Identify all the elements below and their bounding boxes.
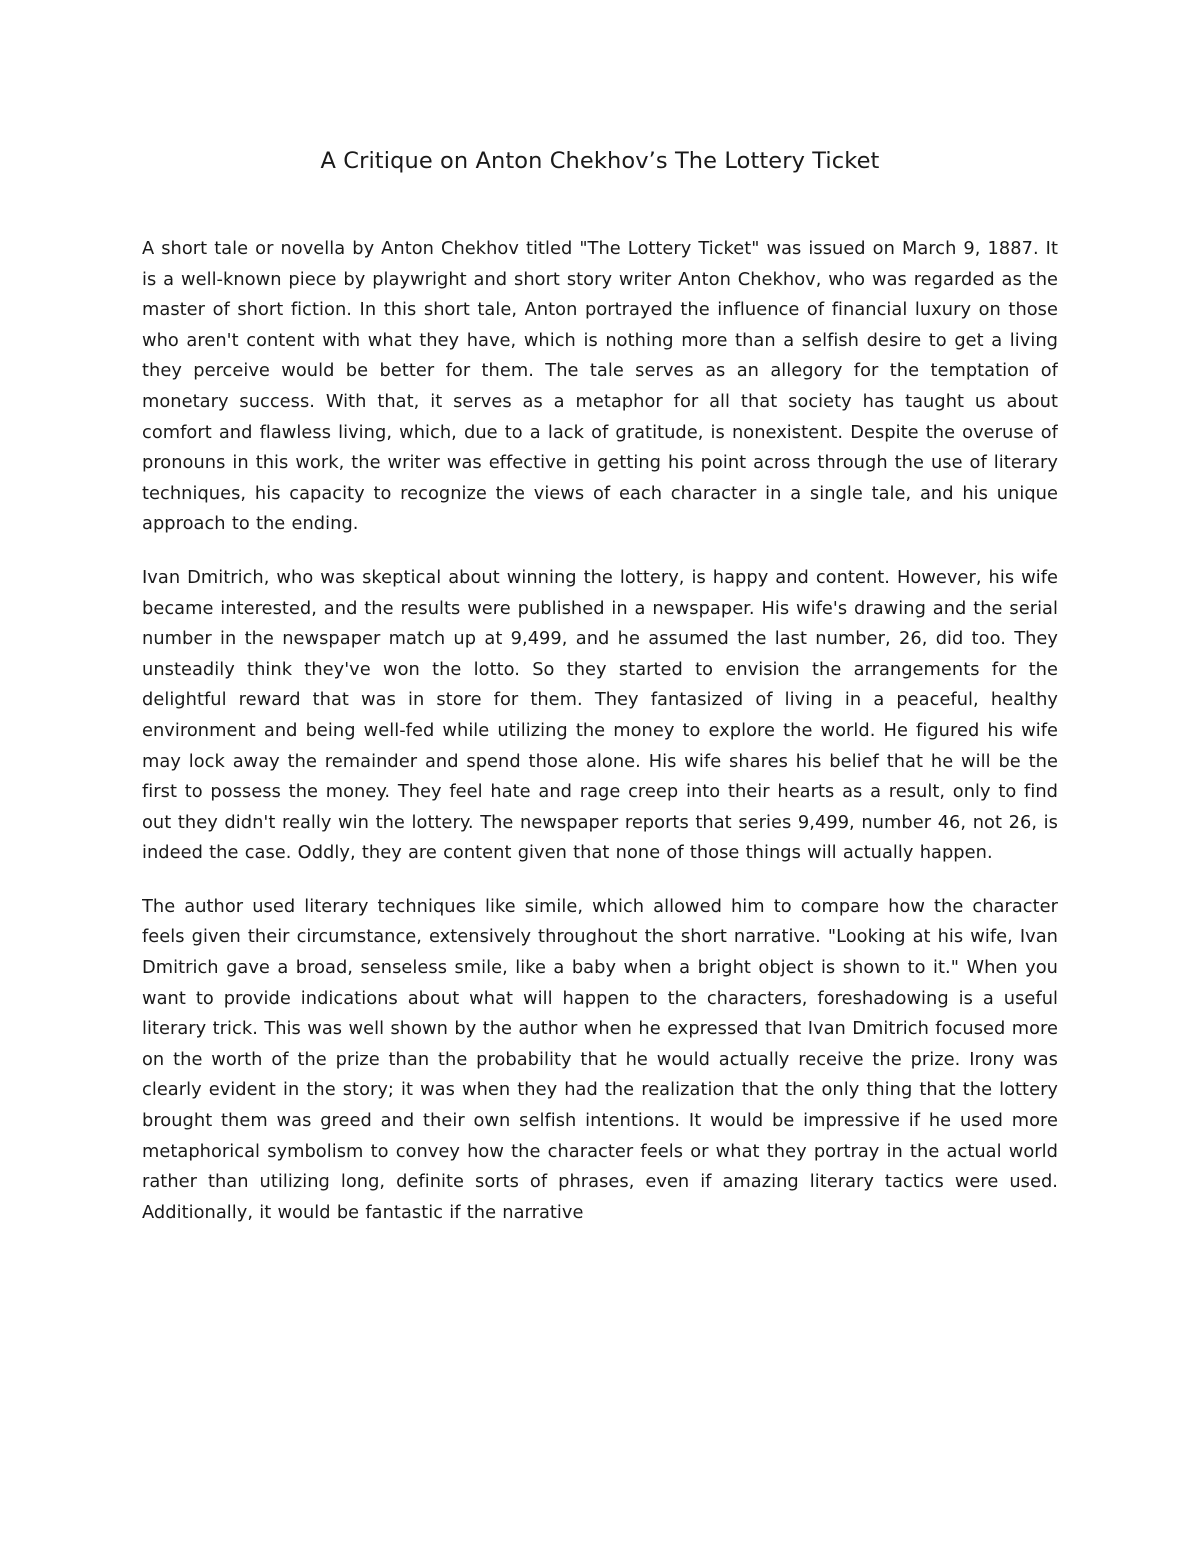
paragraph-introduction: A short tale or novella by Anton Chekhov titled "The Lottery Ticket" was issued on March 9, 1887. It is a well-known piece by playwright and short story writer Anton Chekhov, who was regarded as the master of short fiction. In this short tale, Anton portrayed the influence of financial luxury on those who aren't content with what they have, which is nothing more than a selfish desire to get a living they perceive would be better for them. The tale serves as an allegory for the temptation of monetary success. With that, it serves as a metaphor for all that society has taught us about comfort and flawless living, which, due to a lack of gratitude, is nonexistent. Despite the overuse of pronouns in this work, the writer was effective in getting his point across through the use of literary techniques, his capacity to recognize the views of each character in a single tale, and his unique approach to the ending. — [142, 238, 1058, 535]
document-body — [142, 234, 1058, 1364]
paragraph-summary: Ivan Dmitrich, who was skeptical about winning the lottery, is happy and content. However, his wife became interested, and the results were published in a newspaper. His wife's drawing and the serial number in the newspaper match up at 9,499, and he assumed the last number, 26, did too. They unsteadily think they've won the lotto. So they started to envision the arrangements for the delightful reward that was in store for them. They fantasized of living in a peaceful, healthy environment and being well-fed while utilizing the money to explore the world. He figured his wife may lock away the remainder and spend those alone. His wife shares his belief that he will be the first to possess the money. They feel hate and rage creep into their hearts as a result, only to find out they didn't really win the lottery. The newspaper reports that series 9,499, number 46, not 26, is indeed the case. Oddly, they are content given that none of those things will actually happen. — [142, 566, 1058, 864]
document-title: A Critique on Anton Chekhov’s The Lottery Ticket — [320, 148, 880, 174]
paragraph-literary-techniques: The author used literary techniques like simile, which allowed him to compare how the character feels given their circumstance, extensively throughout the short narrative. "Looking at his wife, Ivan Dmitrich gave a broad, senseless smile, like a baby when a bright object is shown to it." When you want to provide indications about what will happen to the characters, foreshadowing is a useful literary trick. This was well shown by the author when he expressed that Ivan Dmitrich focused more on the worth of the prize than the probability that he would actually receive the prize. Irony was clearly evident in the story; it was when they had the realization that the only thing that the lottery brought them was greed and their own selfish intentions. It would be impressive if he used more metaphorical symbolism to convey how the character feels or what they portray in the actual world rather than utilizing long, definite sorts of phrases, even if amazing literary tactics were used. Additionally, it would be fantastic if the narrative — [142, 895, 1058, 1223]
